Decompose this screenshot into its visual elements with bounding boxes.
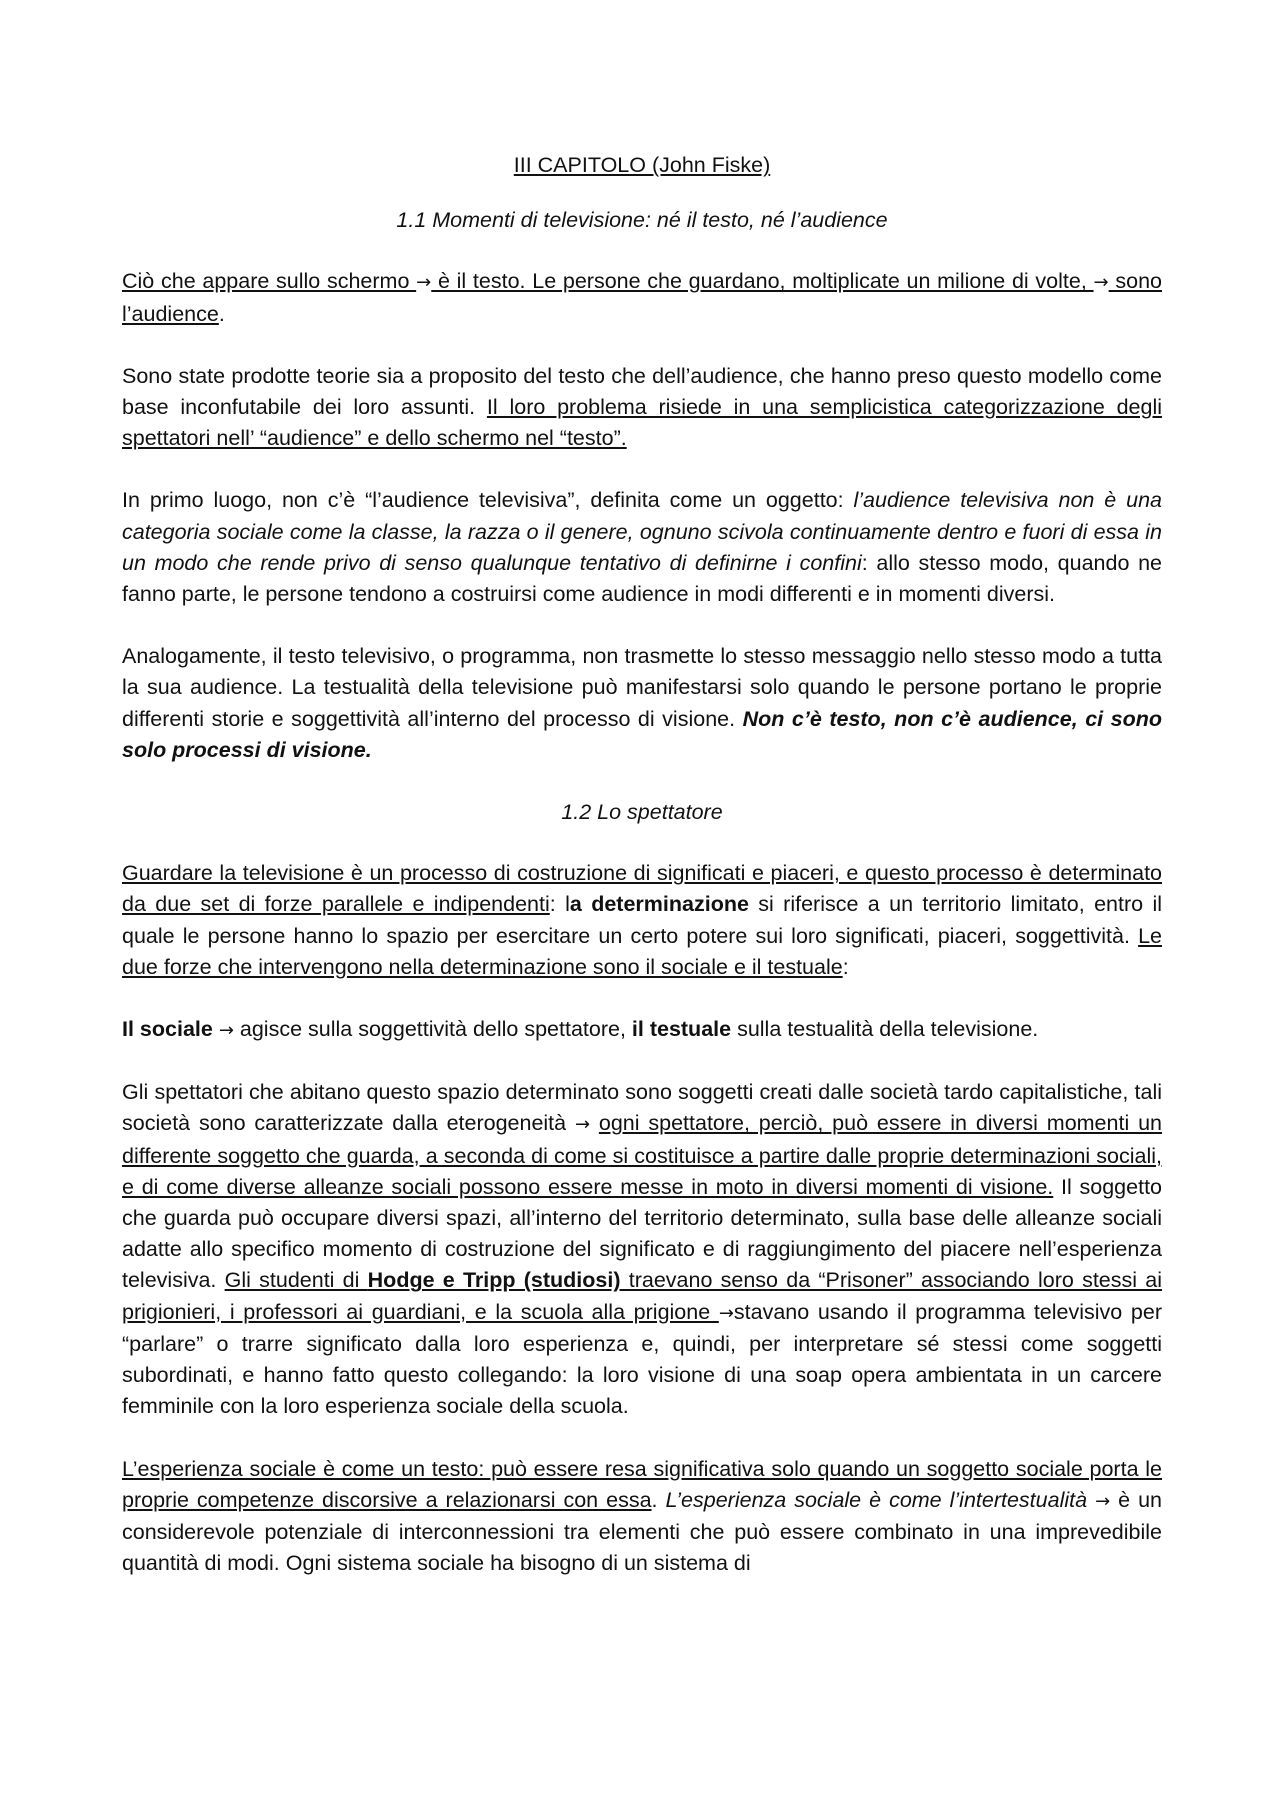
text-run: : l — [549, 892, 570, 917]
text-run: stavano usando il programma televisivo per “parlare” o trarre significato dalla loro esperienza e, quindi, per interpretare sé stessi come soggetti subordinati, e hanno fatto questo collegando: la loro visione di una soap opera ambientata in un carcere femminile con la loro esperienza sociale della scuola. — [122, 1299, 1162, 1419]
text-run: sulla testualità della televisione. — [731, 1017, 1039, 1042]
document-body — [122, 150, 1162, 1610]
text-run: agisce sulla soggettività dello spettatore, — [233, 1017, 632, 1042]
bold-text: Il sociale — [122, 1017, 213, 1042]
text-run: . — [651, 1487, 666, 1512]
arrow-right-icon: → — [416, 272, 432, 294]
underlined-text: L’esperienza sociale è come un testo: può essere resa significativa solo quando un soggetto sociale porta le proprie competenze discorsive a relazionarsi con essa — [122, 1456, 1162, 1512]
bold-text: a determinazione — [569, 892, 749, 917]
text-run: . — [218, 301, 225, 326]
paragraph-4 — [122, 641, 1162, 766]
paragraph-1-underlined — [122, 269, 1162, 325]
text-run: Il soggetto che guarda può occupare diversi spazi, all’interno del territorio determinato, sulla base delle alleanze sociali adatte allo specifico momento di costruzione del significato e di raggiungimento del piacere nell’esperienza televisiva. — [122, 1174, 1162, 1293]
arrow-right-icon: → — [1095, 1490, 1111, 1512]
paragraph-1 — [122, 266, 1162, 329]
text-run: : allo stesso modo, quando ne fanno parte, le persone tendono a costruirsi come audience in modi differenti e in momenti diversi. — [122, 550, 1162, 607]
text-run: sono l’audience — [122, 269, 1162, 326]
underlined-text: Gli studenti di — [224, 1268, 368, 1293]
text-run: Gli spettatori che abitano questo spazio determinato sono soggetti creati dalle società tardo capitalistiche, tali società sono caratterizzate dalla eterogeneità — [122, 1080, 1162, 1136]
underlined-text: traevano senso da “Prisoner” associando loro stessi ai prigionieri, i professori ai guardiani, e la scuola alla prigione — [122, 1268, 1163, 1324]
arrow-right-icon: → — [574, 1114, 591, 1136]
paragraph-2 — [122, 361, 1162, 455]
bold-italic-text: Non c’è testo, non c’è audience, ci sono solo processi di visione. — [122, 706, 1162, 762]
arrow-right-icon: → — [1093, 272, 1109, 294]
underlined-text: ogni spettatore, perciò, può essere in diversi momenti un differente soggetto che guarda, a seconda di come si costituisce a partire dalle proprie determinazioni sociali, e di come diverse alleanze sociali possono essere messe in moto in diversi momenti di visione. — [122, 1111, 1162, 1199]
text-run: : — [842, 954, 849, 979]
arrow-right-icon: → — [718, 1302, 734, 1324]
text-run: si riferisce a un territorio limitato, entro il quale le persone hanno lo spazio per esercitare un certo potere sui loro significati, piaceri, soggettività. — [122, 892, 1162, 948]
paragraph-5 — [122, 858, 1162, 983]
chapter-title: III CAPITOLO (John Fiske) — [513, 153, 771, 177]
paragraph-8 — [122, 1454, 1162, 1580]
arrow-right-icon: → — [218, 1020, 234, 1042]
bold-underlined-text: Hodge e Tripp (studiosi) — [367, 1268, 621, 1293]
section-title-1-2: 1.2 Lo spettatore — [561, 800, 723, 825]
underlined-text: Guardare la televisione è un processo di costruzione di significati e piaceri, e questo processo è determinato da due set di forze parallele e indipendenti — [122, 861, 1162, 917]
text-run: In primo luogo, non c’è “l’audience televisiva”, definita come un oggetto: — [122, 488, 854, 513]
paragraph-3 — [122, 485, 1162, 610]
text-run: è il testo. Le persone che guardano, moltiplicate un milione di volte, — [431, 269, 1094, 294]
text-run: è un considerevole potenziale di interconnessioni tra elementi che può essere combinato in una imprevedibile quantità di modi. Ogni sistema sociale ha bisogno di un sistema di — [122, 1487, 1162, 1576]
italic-text: l’audience televisiva non è una categoria sociale come la classe, la razza o il genere, ognuno scivola continuamente dentro e fuori di essa in un modo che rende privo di senso qualunque tentativo di definirne i confini — [122, 488, 1162, 575]
bold-text: il testuale — [631, 1017, 732, 1042]
underlined-text: Il loro problema risiede in una semplicistica categorizzazione degli spettatori nell’ “audience” e dello schermo nel “testo”. — [122, 395, 1163, 451]
section-title-1-1: 1.1 Momenti di televisione: né il testo, né l’audience — [396, 208, 888, 233]
underlined-text: Le due forze che intervengono nella determinazione sono il sociale e il testuale — [122, 923, 1162, 979]
paragraph-7 — [122, 1077, 1162, 1422]
text-run: Analogamente, il testo televisivo, o programma, non trasmette lo stesso messaggio nello stesso modo a tutta la sua audience. La testualità della televisione può manifestarsi solo quando le persone portano le proprie differenti storie e soggettività all’interno del processo di visione. — [122, 644, 1162, 731]
paragraph-6 — [122, 1014, 1162, 1046]
text-run: Ciò che appare sullo schermo — [122, 269, 417, 294]
text-run: Sono state prodotte teorie sia a proposito del testo che dell’audience, che hanno preso questo modello come base inconfutabile dei loro assunti. — [122, 363, 1162, 420]
italic-text: L’esperienza sociale è come l’intertestualità — [665, 1487, 1088, 1512]
